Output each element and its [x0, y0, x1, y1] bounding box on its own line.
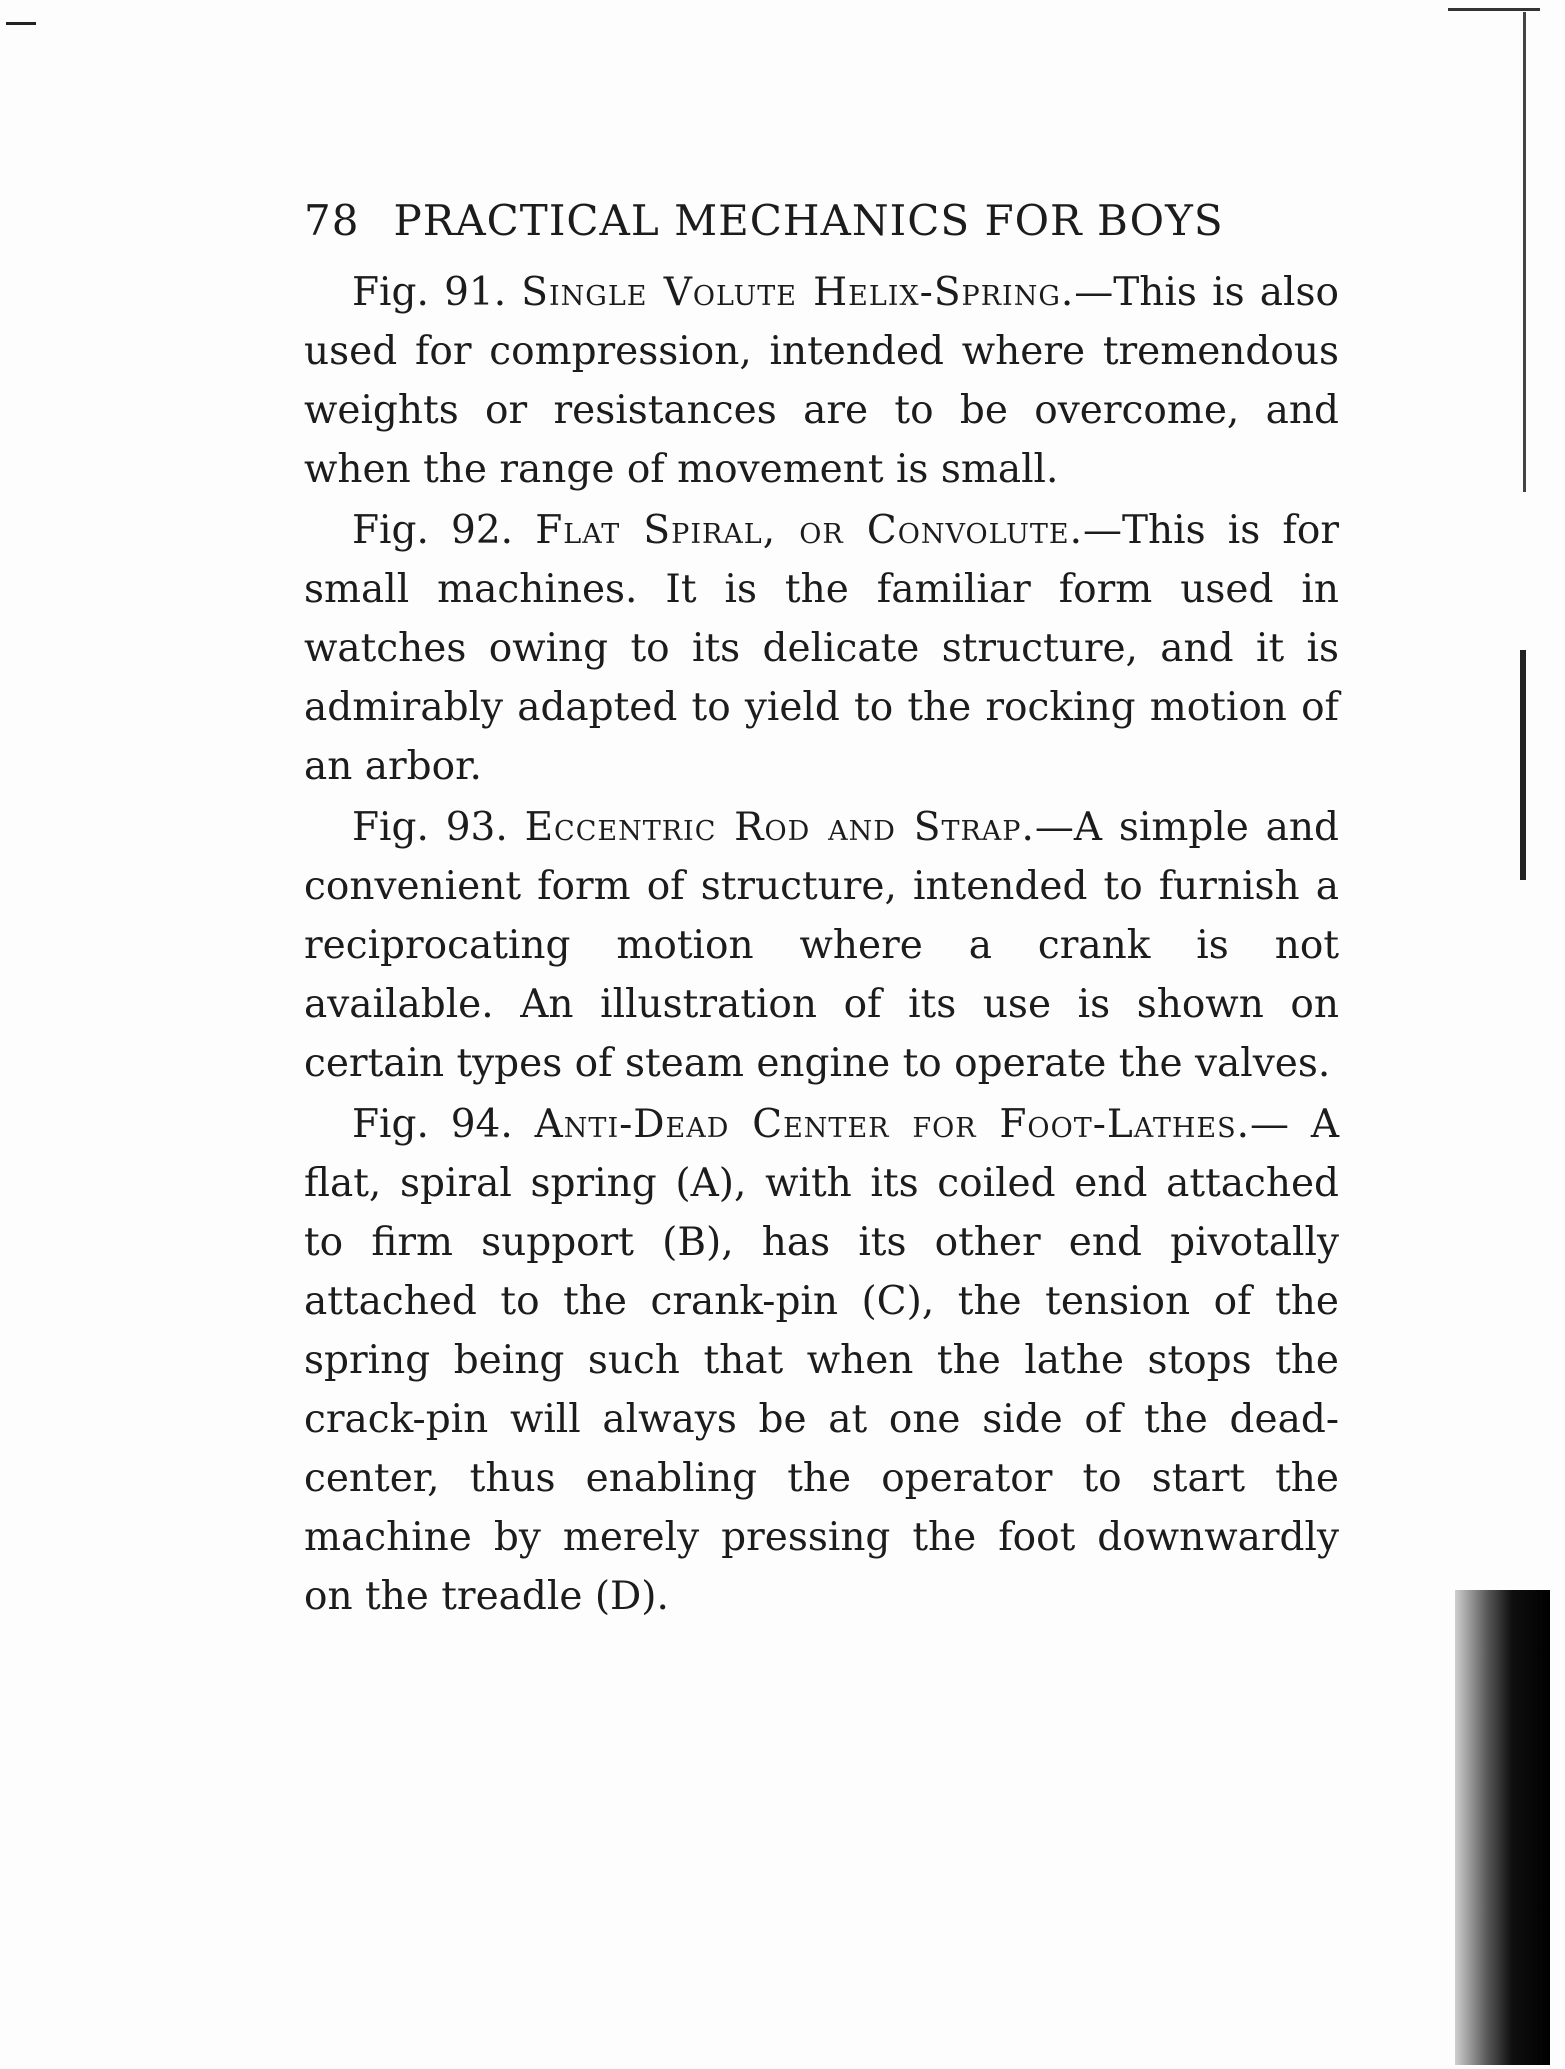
running-header	[304, 196, 1339, 245]
figure-ref: Fig. 91.	[352, 270, 507, 315]
figure-ref: Fig. 92.	[352, 508, 514, 553]
page-body	[304, 196, 1339, 1628]
scan-corner-mark	[6, 22, 36, 25]
entry-body: —This is for small machines. It is the familiar form used in watches owing to its delicate structure, and it is admirably adapted to yield to the rocking motion of an arbor.	[304, 508, 1339, 789]
scan-binding-shadow	[1455, 1590, 1550, 2065]
paragraph-fig-93	[304, 798, 1339, 1093]
page-number: 78	[304, 196, 360, 245]
paragraph-fig-94	[304, 1095, 1339, 1626]
scan-edge-top	[1448, 8, 1540, 11]
paragraph-fig-92	[304, 501, 1339, 796]
entry-body: —This is also used for compression, intended where tremendous weights or resistances are to be overcome, and when the range of movement is small.	[304, 270, 1339, 492]
scan-edge-line	[1523, 12, 1526, 492]
entry-heading: Eccentric Rod and Strap.	[524, 805, 1035, 850]
entry-heading: Anti-Dead Center for Foot-Lathes.	[534, 1102, 1250, 1147]
entry-body: —A simple and convenient form of structure, intended to furnish a reciprocating motion where a crank is not available. An illustration of its use is shown on certain types of steam engine to operate the valves.	[304, 805, 1340, 1086]
entry-heading: Flat Spiral, or Convolute.	[535, 508, 1083, 553]
paragraph-fig-91	[304, 263, 1339, 499]
running-title: PRACTICAL MECHANICS FOR BOYS	[393, 196, 1224, 245]
figure-ref: Fig. 94.	[352, 1102, 513, 1147]
entry-body: — A flat, spiral spring (A), with its coiled end attached to firm support (B), has its other end pivotally attached to the crank-pin (C), the tension of the spring being such that when the lathe stops the crack-pin will always be at one side of the dead-center, thus enabling the operator to start the machine by merely pressing the foot downwardly on the treadle (D).	[304, 1102, 1339, 1619]
figure-ref: Fig. 93.	[352, 805, 508, 850]
entry-heading: Single Volute Helix-Spring.	[521, 270, 1075, 315]
scan-edge-shadow	[1520, 650, 1526, 880]
